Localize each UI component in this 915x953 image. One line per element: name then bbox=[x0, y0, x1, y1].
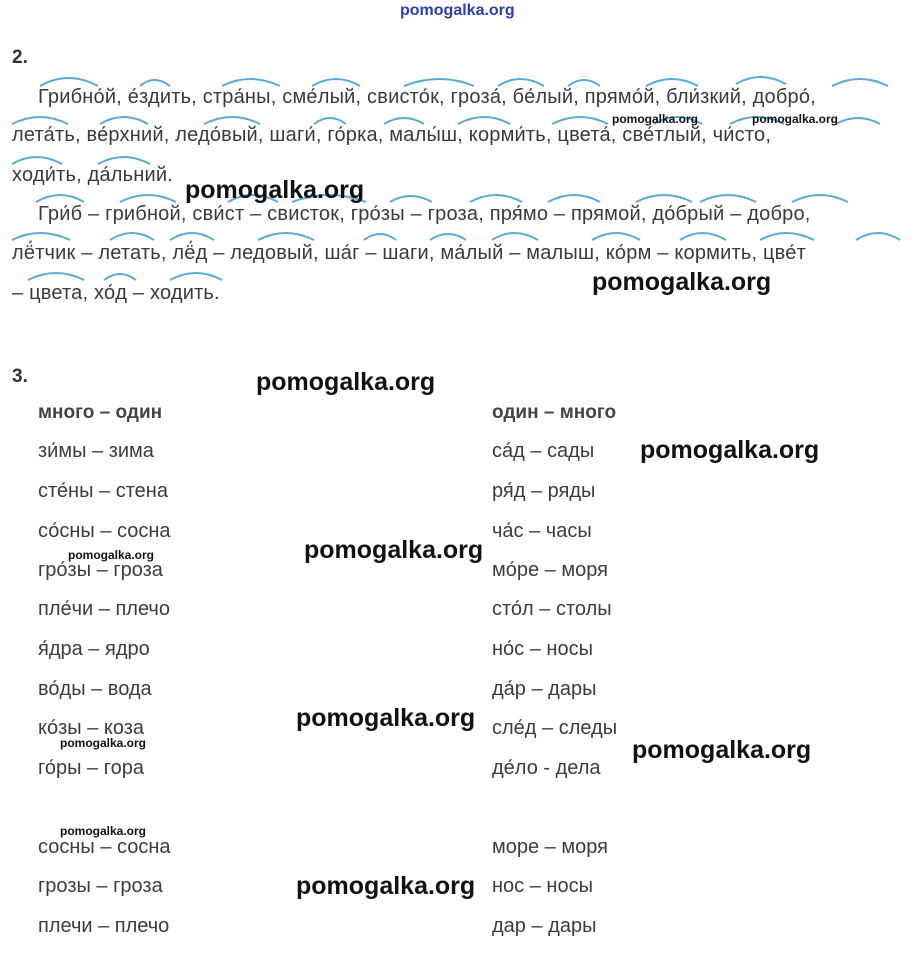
left-column-header: много – один bbox=[38, 402, 163, 423]
watermark: pomogalka.org bbox=[632, 736, 812, 764]
left-pair: го́ры – гора bbox=[38, 757, 144, 779]
right-pair: мо́ре – моря bbox=[492, 559, 608, 581]
root-arcs-decoration bbox=[0, 0, 915, 320]
left-extra-pair: плечи – плечо bbox=[38, 915, 170, 937]
watermark-top: pomogalka.org bbox=[400, 2, 515, 19]
task2-number: 2. bbox=[12, 47, 28, 68]
watermark: pomogalka.org bbox=[185, 176, 365, 204]
task2-line-2: лета́ть, ве́рхний, ледо́вый, шаги́, го́рка, малы́ш, корми́ть, цвета́, све́тлый, чи́сто, bbox=[12, 124, 772, 146]
task2-line-4: Гри́б – грибной, сви́ст – свисток, гро́зы – гроза, пря́мо – прямой, до́брый – добро, bbox=[38, 203, 811, 225]
task3-number: 3. bbox=[12, 366, 28, 387]
watermark: pomogalka.org bbox=[256, 368, 436, 396]
left-pair: ко́зы – коза bbox=[38, 717, 145, 739]
task2-line-3: ходи́ть, да́льний. bbox=[12, 164, 174, 186]
right-pair: ря́д – ряды bbox=[492, 480, 596, 502]
right-pair: сле́д – следы bbox=[492, 717, 618, 739]
right-pair: ча́с – часы bbox=[492, 520, 592, 542]
right-extra-pair: море – моря bbox=[492, 836, 608, 858]
right-pair: сто́л – столы bbox=[492, 598, 612, 620]
watermark-small: pomogalka.org bbox=[60, 736, 147, 750]
left-extra-pair: грозы – гроза bbox=[38, 875, 163, 897]
left-pair: гро́зы – гроза bbox=[38, 559, 163, 581]
left-pair: зи́мы – зима bbox=[38, 440, 154, 462]
task2-line-1: Грибно́й, е́здить, стра́ны, сме́лый, свисто́к, гроза́, бе́лый, прямо́й, бли́зкий, добро́, bbox=[38, 86, 816, 108]
watermark: pomogalka.org bbox=[640, 436, 820, 464]
watermark: pomogalka.org bbox=[296, 704, 476, 732]
watermark-small: pomogalka.org bbox=[68, 548, 155, 562]
left-pair: сте́ны – стена bbox=[38, 480, 168, 502]
watermark: pomogalka.org bbox=[304, 536, 484, 564]
right-pair: де́ло - дела bbox=[492, 757, 601, 779]
watermark: pomogalka.org bbox=[296, 872, 476, 900]
left-pair: пле́чи – плечо bbox=[38, 598, 170, 620]
right-pair: да́р – дары bbox=[492, 678, 597, 700]
watermark-small: pomogalka.org bbox=[612, 112, 699, 126]
left-extra-pair: сосны – сосна bbox=[38, 836, 171, 858]
watermark-small: pomogalka.org bbox=[752, 112, 839, 126]
watermark: pomogalka.org bbox=[592, 268, 772, 296]
watermark-small: pomogalka.org bbox=[60, 824, 147, 838]
left-pair: во́ды – вода bbox=[38, 678, 152, 700]
right-column-header: один – много bbox=[492, 402, 617, 423]
right-extra-pair: нос – носы bbox=[492, 875, 593, 897]
left-pair: я́дра – ядро bbox=[38, 638, 150, 660]
right-extra-pair: дар – дары bbox=[492, 915, 597, 937]
right-pair: но́с – носы bbox=[492, 638, 593, 660]
right-pair: са́д – сады bbox=[492, 440, 595, 462]
task2-line-6: – цвета, хо́д – ходить. bbox=[12, 282, 220, 304]
task2-line-5: лё́тчик – летать, лё́д – ледовый, ша́г – шаги, ма́лый – малыш, ко́рм – кормить, цве́т bbox=[12, 242, 806, 264]
left-pair: со́сны – сосна bbox=[38, 520, 171, 542]
